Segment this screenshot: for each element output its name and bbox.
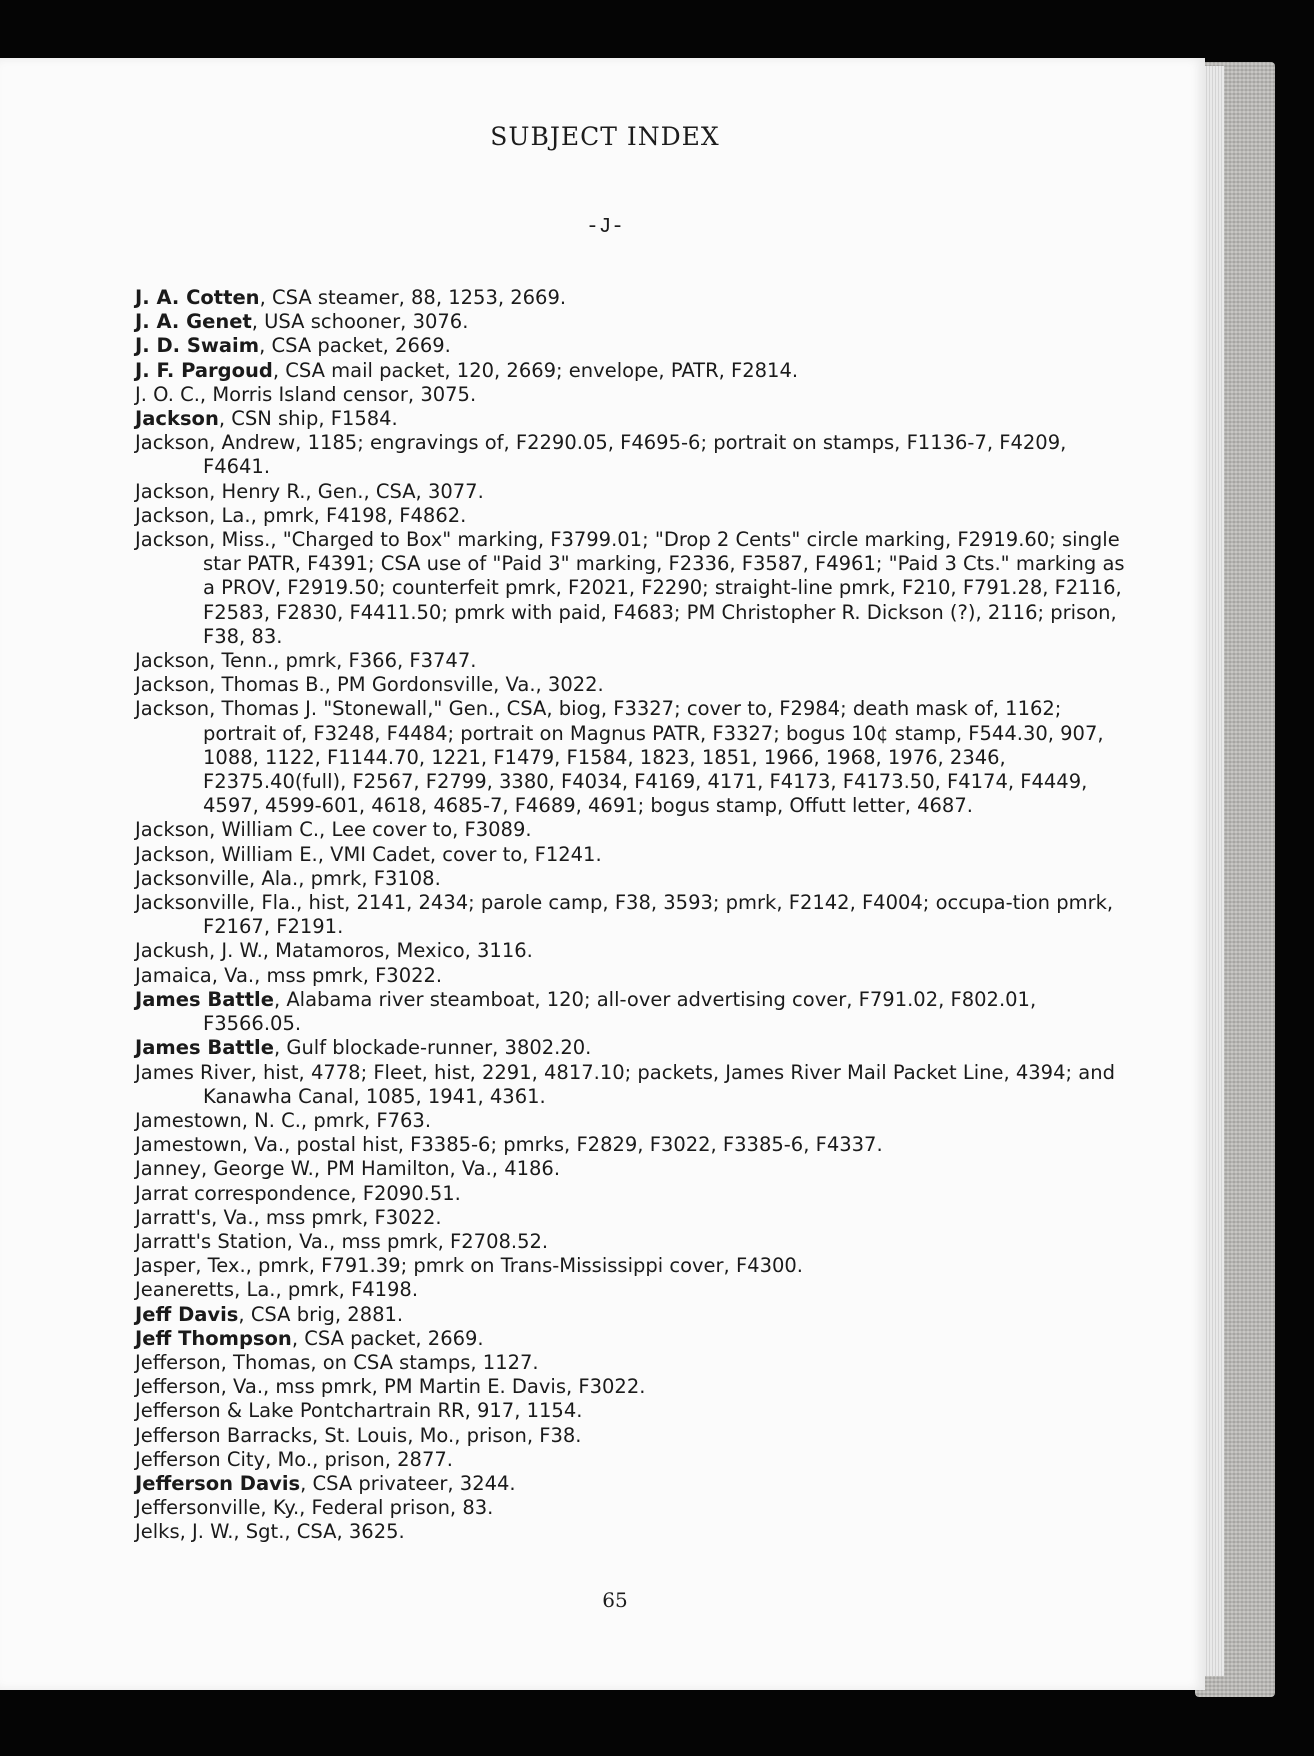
index-entry: [135, 697, 1135, 818]
index-entry: [135, 1303, 1135, 1327]
entry-heading: Jeff Davis: [135, 1302, 239, 1326]
entry-text: Jackson, Thomas J. "Stonewall," Gen., CSA, biog, F3327; cover to, F2984; death mask of, 1162; portrait of, F3248, F4484; portrait on Magnus PATR, F3327; bogus 10¢ stamp, F544.30, 907, 1088, 1122, F1144.70, 1221, F1479, F1584, 1823, 1851, 1966, 1968, 1976, 2346, F2375.40(full), F2567, F2799, 3380, F4034, F4169, 4171, F4173, F4173.50, F4174, F4449, 4597, 4599-601, 4618, 4685-7, F4689, 4691; bogus stamp, Offutt letter, 4687.: [135, 697, 1104, 818]
entry-heading: Jeff Thompson: [135, 1326, 292, 1350]
index-entry: [135, 310, 1135, 334]
entry-text: Jefferson, Thomas, on CSA stamps, 1127.: [135, 1350, 539, 1374]
entry-text: Janney, George W., PM Hamilton, Va., 4186.: [135, 1157, 561, 1181]
entry-text: , Gulf blockade-runner, 3802.20.: [273, 1036, 592, 1060]
entry-text: Jackson, Henry R., Gen., CSA, 3077.: [135, 479, 484, 503]
index-entry: [135, 383, 1135, 407]
index-entry: [135, 843, 1135, 867]
entry-text: Jackson, Andrew, 1185; engravings of, F2290.05, F4695-6; portrait on stamps, F1136-7, F4209, F4641.: [135, 431, 1067, 479]
entry-text: Jarratt's, Va., mss pmrk, F3022.: [135, 1205, 442, 1229]
index-entry: [135, 1061, 1135, 1109]
entry-text: James River, hist, 4778; Fleet, hist, 2291, 4817.10; packets, James River Mail Packet Line, 4394; and Kanawha Canal, 1085, 1941, 4361.: [135, 1060, 1115, 1108]
index-entry: [135, 673, 1135, 697]
entry-text: Jackson, Thomas B., PM Gordonsville, Va., 3022.: [135, 673, 604, 697]
index-entry: [135, 431, 1135, 479]
entry-heading: James Battle: [135, 987, 274, 1011]
entry-text: Jamaica, Va., mss pmrk, F3022.: [135, 963, 443, 987]
index-entry: [135, 939, 1135, 963]
entry-text: , CSA packet, 2669.: [259, 334, 451, 358]
index-entry: [135, 1109, 1135, 1133]
entry-heading: James Battle: [135, 1036, 274, 1060]
entry-text: , Alabama river steamboat, 120; all-over advertising cover, F791.02, F802.01, F3566.05.: [203, 987, 1037, 1036]
entry-text: Jeffersonville, Ky., Federal prison, 83.: [135, 1496, 494, 1520]
index-entry: [135, 1472, 1135, 1496]
index-entry: [135, 1133, 1135, 1157]
index-entry: [135, 1448, 1135, 1472]
index-entry: [135, 334, 1135, 358]
index-entry: [135, 286, 1135, 310]
index-entry: [135, 1230, 1135, 1254]
entry-text: Jackson, Miss., "Charged to Box" marking, F3799.01; "Drop 2 Cents" circle marking, F2919.60; single star PATR, F4391; CSA use of "Paid 3" marking, F2336, F3587, F4961; "Paid 3 Cts." marking as a PROV, F2919.50; counterfeit pmrk, F2021, F2290; straight-line pmrk, F210, F791.28, F2116, F2583, F2830, F4411.50; pmrk with paid, F4683; PM Christopher R. Dickson (?), 2116; prison, F38, 83.: [135, 528, 1125, 648]
index-entry: [135, 1496, 1135, 1520]
page-number: 65: [602, 1588, 628, 1612]
entry-text: Jefferson, Va., mss pmrk, PM Martin E. Davis, F3022.: [135, 1375, 646, 1399]
index-entry: [135, 964, 1135, 988]
entry-heading: J. D. Swaim: [135, 334, 260, 358]
entry-text: , CSA brig, 2881.: [238, 1302, 404, 1326]
index-entry: [135, 1182, 1135, 1206]
index-entry: [135, 649, 1135, 673]
section-letter: -J-: [586, 216, 624, 239]
entry-text: Jacksonville, Fla., hist, 2141, 2434; parole camp, F38, 3593; pmrk, F2142, F4004; occupa-tion pmrk, F2167, F2191.: [135, 891, 1114, 939]
index-entry: [135, 1278, 1135, 1302]
index-entry: [135, 867, 1135, 891]
index-entry: [135, 1375, 1135, 1399]
entry-text: Jackush, J. W., Matamoros, Mexico, 3116.: [135, 939, 533, 963]
entry-text: Jefferson City, Mo., prison, 2877.: [135, 1447, 453, 1471]
entry-text: Jefferson Barracks, St. Louis, Mo., prison, F38.: [135, 1423, 582, 1447]
entry-text: J. O. C., Morris Island censor, 3075.: [135, 382, 477, 406]
entry-text: , USA schooner, 3076.: [251, 310, 469, 334]
entry-text: , CSA privateer, 3244.: [300, 1471, 516, 1495]
entry-heading: Jackson: [135, 407, 219, 431]
entry-text: Jefferson & Lake Pontchartrain RR, 917, 1154.: [135, 1399, 583, 1423]
index-entry: [135, 480, 1135, 504]
index-entry: [135, 818, 1135, 842]
entry-text: Jelks, J. W., Sgt., CSA, 3625.: [135, 1520, 405, 1544]
index-entries: [135, 286, 1135, 1545]
index-entry: [135, 1036, 1135, 1060]
entry-text: , CSA mail packet, 120, 2669; envelope, PATR, F2814.: [272, 358, 799, 382]
index-entry: [135, 891, 1135, 939]
entry-text: Jamestown, N. C., pmrk, F763.: [135, 1108, 432, 1132]
entry-text: Jasper, Tex., pmrk, F791.39; pmrk on Trans-Mississippi cover, F4300.: [135, 1254, 803, 1278]
index-entry: [135, 1157, 1135, 1181]
entry-heading: J. A. Genet: [135, 310, 252, 334]
index-entry: [135, 407, 1135, 431]
entry-heading: Jefferson Davis: [135, 1471, 301, 1495]
entry-text: Jackson, Tenn., pmrk, F366, F3747.: [135, 649, 477, 673]
entry-text: , CSA steamer, 88, 1253, 2669.: [259, 286, 567, 309]
index-entry: [135, 1254, 1135, 1278]
index-entry: [135, 1206, 1135, 1230]
index-entry: [135, 1327, 1135, 1351]
index-entry: [135, 988, 1135, 1036]
entry-text: Jarrat correspondence, F2090.51.: [135, 1181, 461, 1205]
entry-text: Jarratt's Station, Va., mss pmrk, F2708.52.: [135, 1229, 549, 1253]
entry-text: , CSA packet, 2669.: [291, 1326, 484, 1350]
entry-text: Jeaneretts, La., pmrk, F4198.: [135, 1278, 419, 1302]
index-entry: [135, 528, 1135, 649]
entry-text: Jackson, La., pmrk, F4198, F4862.: [135, 503, 467, 527]
entry-text: Jackson, William C., Lee cover to, F3089.: [135, 818, 532, 842]
index-entry: [135, 1424, 1135, 1448]
entry-text: Jamestown, Va., postal hist, F3385-6; pmrks, F2829, F3022, F3385-6, F4337.: [135, 1133, 883, 1157]
entry-text: Jackson, William E., VMI Cadet, cover to, F1241.: [135, 842, 602, 866]
entry-text: Jacksonville, Ala., pmrk, F3108.: [135, 866, 441, 890]
index-entry: [135, 1399, 1135, 1423]
index-entry: [135, 1351, 1135, 1375]
index-entry: [135, 504, 1135, 528]
entry-heading: J. A. Cotten: [135, 286, 260, 309]
index-entry: [135, 359, 1135, 383]
entry-heading: J. F. Pargoud: [135, 358, 273, 382]
index-entry: [135, 1520, 1135, 1544]
entry-text: , CSN ship, F1584.: [218, 407, 398, 431]
page-title: SUBJECT INDEX: [490, 122, 720, 151]
